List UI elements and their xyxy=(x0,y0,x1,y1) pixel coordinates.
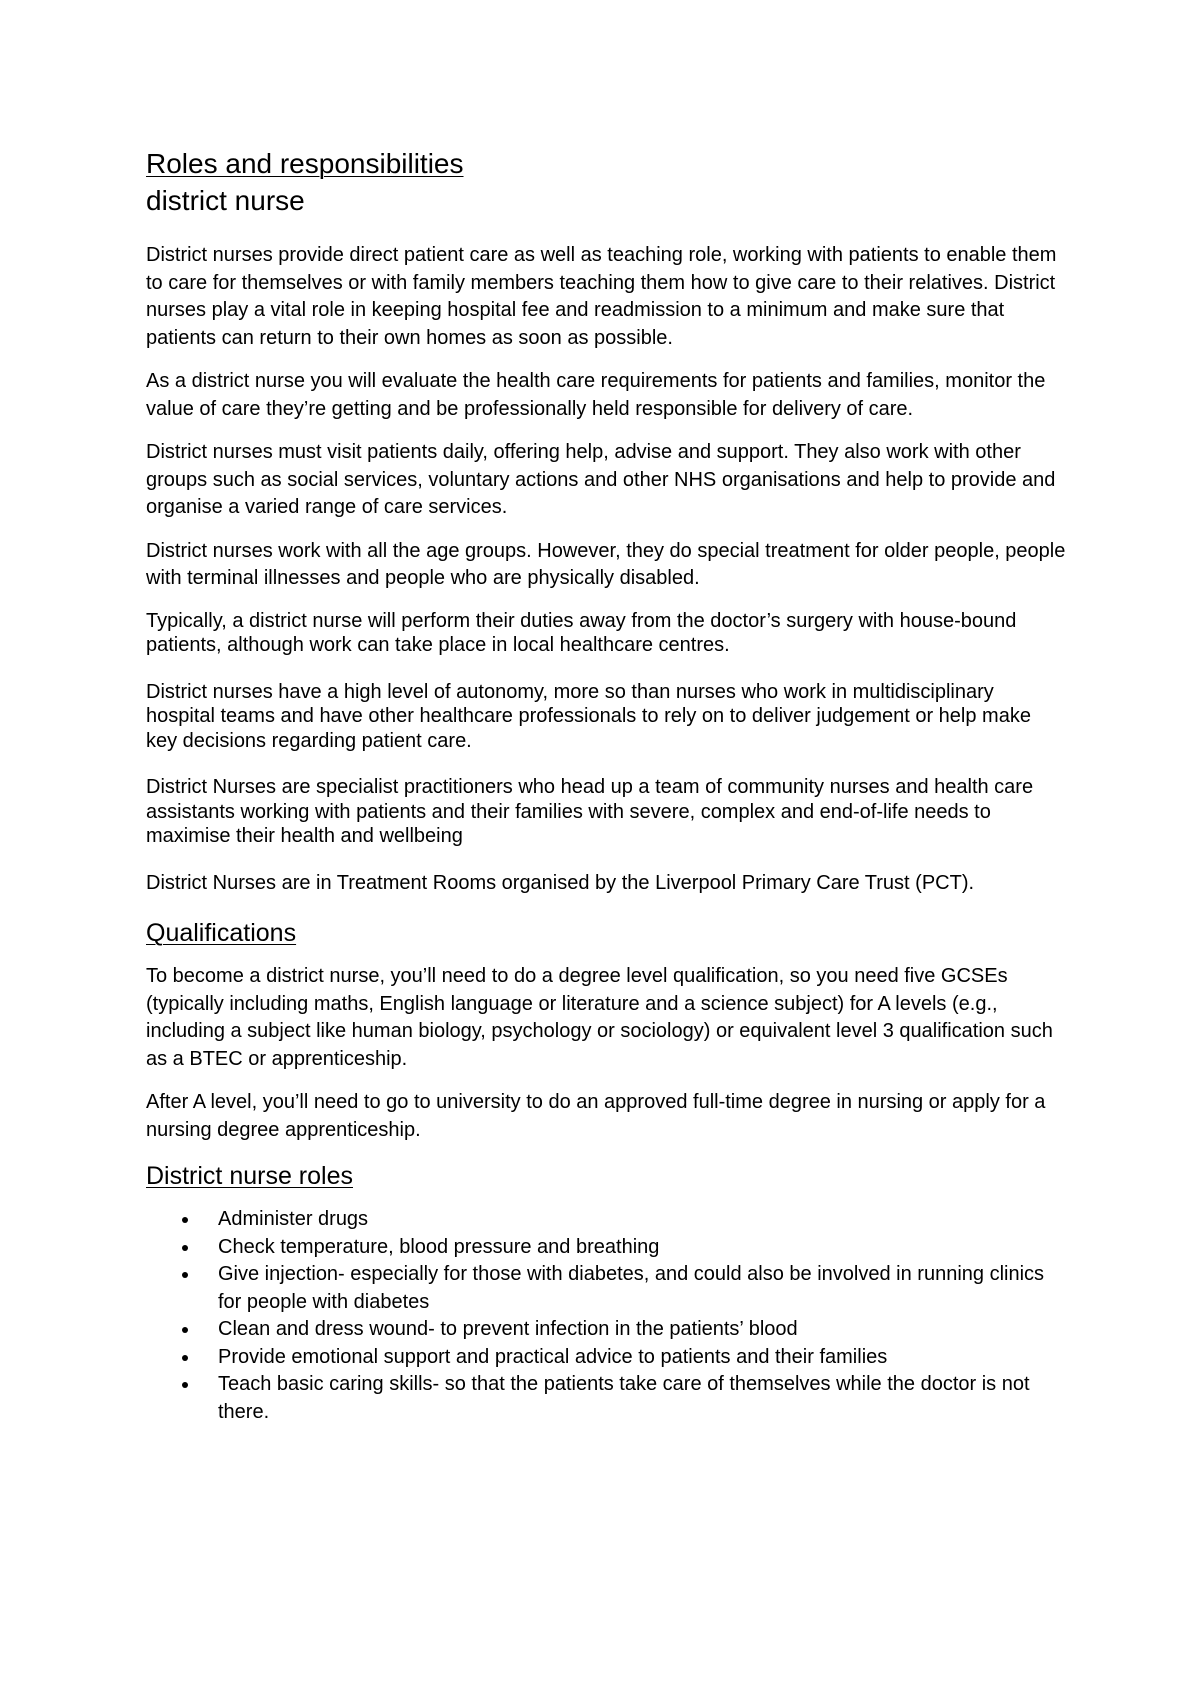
list-item xyxy=(182,1261,1066,1316)
intro-paragraph: District nurses must visit patients daily, offering help, advise and support. They also work with other groups such as social services, voluntary actions and other NHS organisations and help to provide and organise a varied range of care services. xyxy=(146,441,1056,518)
list-item-text: Teach basic caring skills- so that the patients take care of themselves while the doctor is not there. xyxy=(218,1373,1030,1423)
intro-section xyxy=(146,242,1066,895)
page-subtitle: district nurse xyxy=(146,185,305,216)
list-item-text: Clean and dress wound- to prevent infection in the patients’ blood xyxy=(218,1318,798,1340)
roles-section xyxy=(146,1160,1066,1426)
list-item-text: Check temperature, blood pressure and breathing xyxy=(218,1235,660,1258)
intro-paragraph: District nurses work with all the age groups. However, they do special treatment for older people, people with terminal illnesses and people who are physically disabled. xyxy=(146,539,1066,589)
bullet-icon xyxy=(182,1217,188,1223)
intro-paragraph: District Nurses are specialist practitioners who head up a team of community nurses and health care assistants working with patients and their families with severe, complex and end-of-life needs to maximise their health and wellbeing xyxy=(146,776,1034,847)
bullet-icon xyxy=(182,1355,188,1361)
document-page xyxy=(146,146,1066,1426)
list-item-text: Give injection- especially for those with diabetes, and could also be involved in running clinics for people with diabetes xyxy=(218,1263,1045,1313)
bullet-icon xyxy=(182,1272,188,1278)
list-item-text: Provide emotional support and practical advice to patients and their families xyxy=(218,1345,888,1368)
roles-list xyxy=(146,1206,1066,1426)
qualifications-paragraph: To become a district nurse, you’ll need to do a degree level qualification, so you need five GCSEs (typically including maths, English language or literature and a science subject) for A levels (e.g., including a subject like human biology, psychology or sociology) or equivalent level 3 qualification such as a BTEC or apprenticeship. xyxy=(146,965,1053,1070)
qualifications-heading: Qualifications xyxy=(146,919,297,947)
intro-paragraph: District Nurses are in Treatment Rooms organised by the Liverpool Primary Care Trust (PCT). xyxy=(146,871,975,894)
list-item-text: Administer drugs xyxy=(218,1208,369,1230)
list-item xyxy=(182,1344,1066,1372)
bullet-icon xyxy=(182,1245,188,1251)
qualifications-section xyxy=(146,917,1066,1144)
bullet-icon xyxy=(182,1327,188,1333)
intro-paragraph: Typically, a district nurse will perform their duties away from the doctor’s surgery with house-bound patients, although work can take place in local healthcare centres. xyxy=(146,609,1017,656)
page-title: Roles and responsibilities xyxy=(146,148,464,179)
bullet-icon xyxy=(182,1382,188,1388)
intro-paragraph: District nurses provide direct patient care as well as teaching role, working with patients to enable them to care for themselves or with family members teaching them how to give care to their relatives. District nurses play a vital role in keeping hospital fee and readmission to a minimum and make sure that patients can return to their own homes as soon as possible. xyxy=(146,244,1057,349)
list-item xyxy=(182,1316,1066,1344)
intro-paragraph: District nurses have a high level of autonomy, more so than nurses who work in multidisciplinary hospital teams and have other healthcare professionals to rely on to deliver judgement or help make key decisions regarding patient care. xyxy=(146,680,1031,752)
list-item xyxy=(182,1234,1066,1262)
qualifications-paragraph: After A level, you’ll need to go to university to do an approved full-time degree in nursing or apply for a nursing degree apprenticeship. xyxy=(146,1091,1046,1141)
list-item xyxy=(182,1206,1066,1234)
roles-heading: District nurse roles xyxy=(146,1162,353,1190)
list-item xyxy=(182,1371,1066,1426)
intro-paragraph: As a district nurse you will evaluate the health care requirements for patients and families, monitor the value of care they’re getting and be professionally held responsible for delivery of care. xyxy=(146,370,1046,420)
